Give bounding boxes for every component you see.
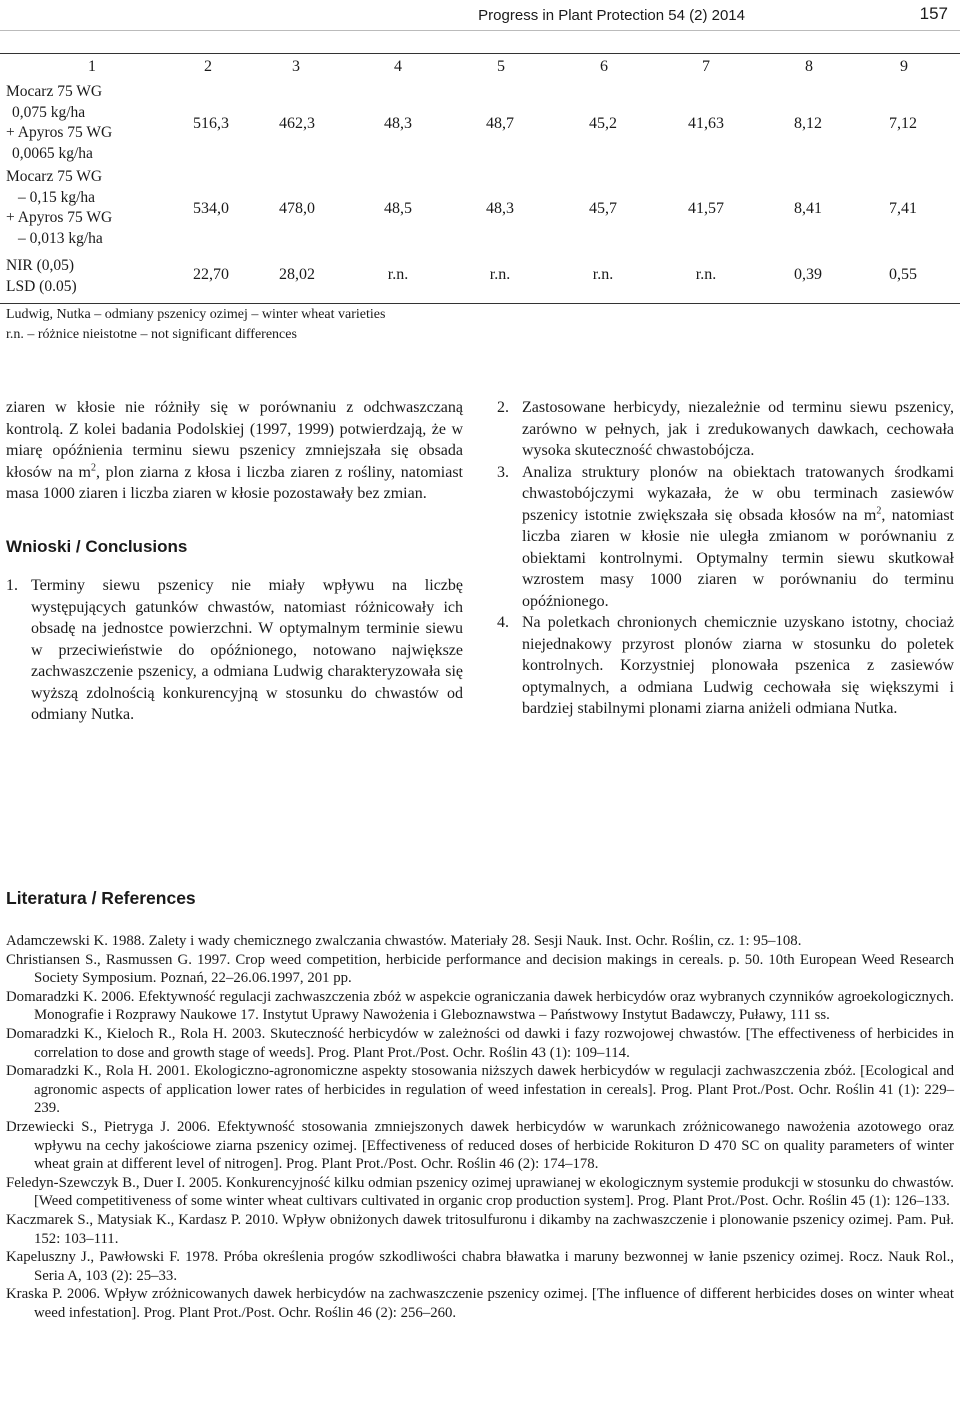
reference-item: Adamczewski K. 1988. Zalety i wady chemicznego zwalczania chwastów. Materiały 28. Sesji Nauk. Inst. Ochr. Roślin, cz. 1: 95–108. xyxy=(6,933,802,949)
row-label-2 xyxy=(6,167,112,249)
reference-item: Feledyn-Szewczyk B., Duer I. 2005. Konkurencyjność kilku odmian pszenicy ozimej uprawianej w ekologicznym systemie produkcji w stosunku do chwastów. [Weed competitiveness of some winter wheat cultivars cultivated in organic crop production system]. Prog. Plant Prot./Post. Ochr. Roślin 45 (1): 126–133. xyxy=(6,1174,954,1210)
table-cell: 41,63 xyxy=(688,115,724,132)
item-text: Terminy siewu pszenicy nie miały wpływu na liczbę występujących gatunków chwastów, natomiast różnicowały ich obsadę na jednostce powierzchni. W optymalnym terminie siewu w przeciwieństwie do opóźnionego, notowano największe zachwaszczenie pszenicy, a odmiana Ludwig charakteryzowała się wyższą zdolnością konkurencyjną w stosunku do chwastów od odmiany Nutka. xyxy=(31,577,463,723)
conclusion-item-1 xyxy=(6,575,463,726)
table-cell: r.n. xyxy=(489,266,511,283)
row-label-line: NIR (0,05) xyxy=(6,257,75,274)
table-cell: r.n. xyxy=(592,266,614,283)
row-label-3 xyxy=(6,256,77,297)
table-cell: 48,3 xyxy=(384,115,412,132)
table-cell: 7,12 xyxy=(889,115,917,132)
intro-text-b: , plon ziarna z kłosa i liczba ziaren z rośliny, natomiast masa 1000 ziaren i liczba ziaren w kłosie pozostawały bez zmian. xyxy=(6,463,463,502)
row-label-line: Mocarz 75 WG xyxy=(6,83,103,100)
table-bottom-rule xyxy=(0,303,960,304)
table-cell: 478,0 xyxy=(279,200,315,217)
table-cell: 41,57 xyxy=(688,200,724,217)
item-number: 2. xyxy=(497,399,509,416)
table-cell: 516,3 xyxy=(193,115,229,132)
table-cell: 0,55 xyxy=(889,266,917,283)
intro-text-a: ziaren w kłosie nie różniły się w porównaniu z odchwaszczaną kontrolą. Z kolei badania Podolskiej (1997, 1999) potwierdzają, że w miarę opóźnienia terminu siewu pszenicy zmniejszała się obsada kłosów na m xyxy=(6,399,463,481)
column-number-1: 1 xyxy=(88,58,96,75)
table-cell: 45,7 xyxy=(589,200,617,217)
row-label-line: 0,075 kg/ha xyxy=(12,103,86,121)
journal-title: Progress in Plant Protection 54 (2) 2014 xyxy=(478,7,745,24)
table-note-varieties: Ludwig, Nutka – odmiany pszenicy ozimej – winter wheat varieties xyxy=(6,307,386,322)
results-table xyxy=(0,53,960,304)
table-cell: 48,5 xyxy=(384,200,412,217)
row-label-line: – 0,013 kg/ha xyxy=(18,229,103,247)
superscript: 2 xyxy=(876,505,882,517)
conclusion-item-4 xyxy=(497,612,954,720)
table-cell: 22,70 xyxy=(193,266,229,283)
reference-item: Domaradzki K., Rola H. 2001. Ekologiczno-agronomiczne aspekty stosowania niższych dawek herbicydów w regulacji zachwaszczenia zbóż. [Ecological and agronomic aspects of application lower rates of herbicides in regulation of weed infestation in cereals]. Prog. Plant Prot./Post. Ochr. Roślin 41 (1): 229–239. xyxy=(6,1063,954,1117)
column-number-5: 5 xyxy=(497,58,505,75)
column-number-7: 7 xyxy=(702,58,710,75)
item-number: 1. xyxy=(6,577,18,594)
reference-item: Kraska P. 2006. Wpływ zróżnicowanych dawek herbicydów na zachwaszczenie pszenicy ozimej. [The influence of different herbicides doses on winter wheat weed infestation]. Prog. Plant Prot./Post. Ochr. Roślin 46 (2): 256–260. xyxy=(6,1286,954,1321)
row-label-line: LSD (0.05) xyxy=(6,277,77,295)
row-label-line: 0,0065 kg/ha xyxy=(12,144,93,162)
table-cell: 534,0 xyxy=(193,200,229,217)
item3-text-a: Analiza struktury plonów na obiektach tratowanych środkami chwastobójczymi wykazała, że w obu terminach zasiewów pszenicy istotnie zwiększała się obsada kłosów na m xyxy=(522,463,954,524)
column-number-6: 6 xyxy=(600,58,608,75)
column-number-4: 4 xyxy=(394,58,402,75)
row-label-1 xyxy=(6,82,112,164)
superscript: 2 xyxy=(91,462,97,474)
table-cell: r.n. xyxy=(387,266,409,283)
reference-item: Domaradzki K. 2006. Efektywność regulacji zachwaszczenia zbóż w aspekcie ograniczania dawek herbicydów oraz wybranych czynników agroekologicznych. Monografie i Rozprawy Naukowe 17. Instytut Uprawy Nawożenia i Gleboznawstwa – Państwowy Instytut Badawczy, Puławy, 111 ss. xyxy=(6,988,954,1024)
table-cell: r.n. xyxy=(695,266,717,283)
column-number-9: 9 xyxy=(900,58,908,75)
table-cell: 48,3 xyxy=(486,200,514,217)
table-note-rn: r.n. – różnice nieistotne – not significant differences xyxy=(6,327,297,342)
running-header xyxy=(0,4,960,28)
row-label-line: + Apyros 75 WG xyxy=(6,124,113,141)
row-label-line: Mocarz 75 WG xyxy=(6,168,103,185)
reference-item: Kaczmarek S., Matysiak K., Kardasz P. 2010. Wpływ obniżonych dawek tritosulfuronu i dikamby na zachwaszczenie i plonowanie pszenicy ozimej. Pam. Puł. 152: 103–111. xyxy=(6,1211,954,1247)
table-cell: 28,02 xyxy=(279,266,315,283)
table-top-rule xyxy=(0,53,960,54)
table-cell: 48,7 xyxy=(486,115,514,132)
reference-item: Domaradzki K., Kieloch R., Rola H. 2003. Skuteczność herbicydów w zależności od dawki i fazy rozwojowej chwastów. [The effectiveness of herbicides in correlation to dose and growth stage of weeds]. Prog. Plant Prot./Post. Ochr. Roślin 43 (1): 109–114. xyxy=(6,1025,954,1061)
right-column xyxy=(497,397,954,720)
header-rule xyxy=(0,30,960,31)
row-label-line: + Apyros 75 WG xyxy=(6,209,113,226)
column-number-8: 8 xyxy=(805,58,813,75)
item-text: Na poletkach chronionych chemicznie uzyskano istotny, chociaż niejednakowy przyrost plonów ziarna w stosunku do poletek kontrolnych. Korzystniej plonowała pszenica z zasiewów optymalnych, a odmiana Ludwig cechowała się większymi i bardziej stabilnymi plonami ziarna aniżeli odmiana Nutka. xyxy=(522,614,954,717)
reference-item: Kapeluszny J., Pawłowski F. 1978. Próba określenia progów szkodliwości chabra bławatka i maruny bezwonnej w łanie pszenicy ozimej. Rocz. Nauk Rol., Seria A, 103 (2): 25–33. xyxy=(6,1249,954,1284)
table-cell: 0,39 xyxy=(794,266,822,283)
table-cell: 45,2 xyxy=(589,115,617,132)
table-cell: 8,12 xyxy=(794,115,822,132)
item3-text-b: , natomiast liczba ziaren w kłosie nie uległa zmianom w porównaniu z obiektami kontrolnymi. Optymalny termin siewu skutkował wzrostem masy 1000 ziaren w porównaniu do terminu opóźnionego. xyxy=(522,506,954,610)
row-label-line: – 0,15 kg/ha xyxy=(18,188,96,206)
conclusion-item-3 xyxy=(497,462,954,613)
table-cell: 7,41 xyxy=(889,200,917,217)
item-number: 4. xyxy=(497,614,509,631)
conclusion-item-2 xyxy=(497,397,954,462)
column-number-3: 3 xyxy=(292,58,300,75)
references-list xyxy=(6,932,954,1322)
intro-paragraph xyxy=(6,397,463,505)
left-column xyxy=(6,397,463,726)
page-number: 157 xyxy=(919,4,948,23)
reference-item: Drzewiecki S., Pietryga J. 2006. Efektywność stosowania zmniejszonych dawek herbicydów w warunkach zróżnicowanego nawożenia azotowego oraz wpływu na cechy jakościowe ziarna pszenicy ozimej. [Effectiveness of reduced doses of herbicide Rokituron D 470 SC on quality parameters of winter wheat grain at different level of nitrogen]. Prog. Plant Prot./Post. Ochr. Roślin 46 (2): 174–178. xyxy=(6,1118,954,1173)
reference-item: Christiansen S., Rasmussen G. 1997. Crop weed competition, herbicide performance and decision makings in cereals. p. 50. 10th European Weed Research Society Symposium. Poznań, 22–26.06.1997, 201 pp. xyxy=(6,951,954,987)
references-heading: Literatura / References xyxy=(6,888,196,908)
item-text: Zastosowane herbicydy, niezależnie od terminu siewu pszenicy, zarówno w pełnych, jak i zredukowanych dawkach, cechowała wysoka skuteczność chwastobójcza. xyxy=(522,399,954,459)
table-cell: 462,3 xyxy=(279,115,315,132)
item-text xyxy=(522,462,954,613)
conclusions-heading: Wnioski / Conclusions xyxy=(6,536,188,556)
table-cell: 8,41 xyxy=(794,200,822,217)
column-number-2: 2 xyxy=(204,58,212,75)
item-number: 3. xyxy=(497,463,509,481)
